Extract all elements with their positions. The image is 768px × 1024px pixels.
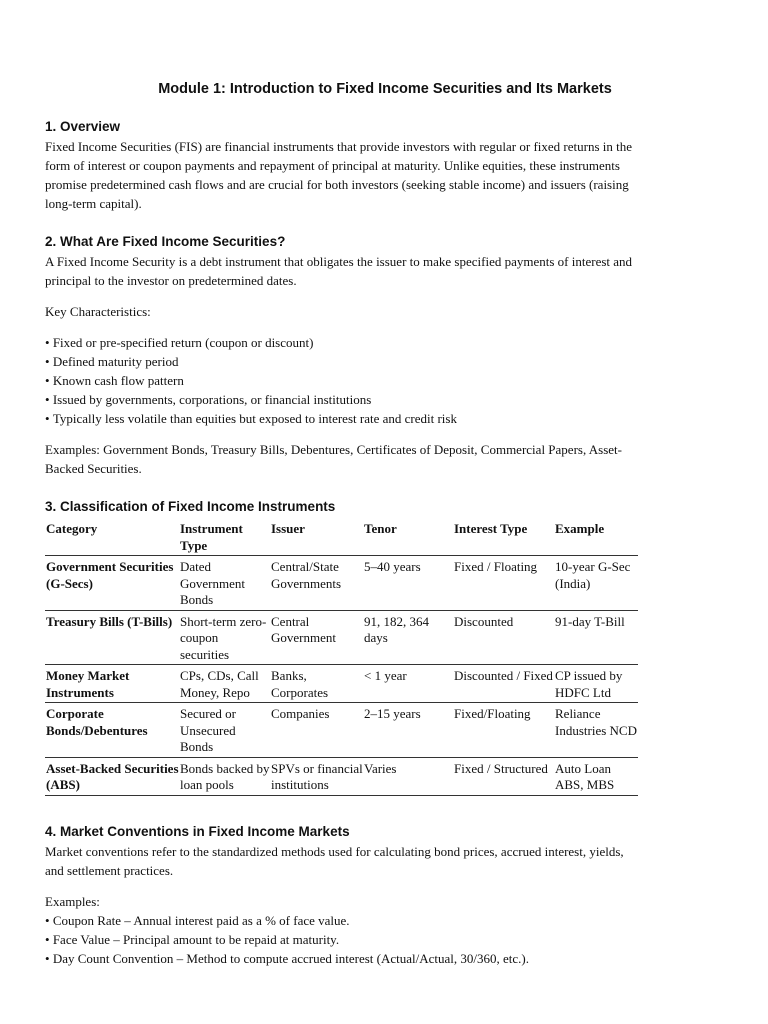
table-cell: Secured or Unsecured Bonds [179, 703, 270, 758]
table-row [45, 556, 638, 611]
list-item: • Known cash flow pattern [45, 371, 715, 390]
table-cell: CP issued by HDFC Ltd [554, 665, 638, 703]
text-line: Market conventions refer to the standardized methods used for calculating bond prices, accrued interest, yields, [45, 844, 624, 859]
section-what-are-fis [45, 232, 715, 478]
list-item: • Issued by governments, corporations, or financial institutions [45, 390, 715, 409]
table-cell: Varies [363, 757, 453, 795]
table-cell: Fixed/Floating [453, 703, 554, 758]
table-cell: Bonds backed by loan pools [179, 757, 270, 795]
table-row [45, 703, 638, 758]
text-line: Backed Securities. [45, 461, 142, 476]
table-cell: Banks, Corporates [270, 665, 363, 703]
text-line: form of interest or coupon payments and repayment of principal at maturity. Unlike equities, these instruments [45, 158, 620, 173]
section-heading: 3. Classification of Fixed Income Instruments [45, 499, 336, 514]
table-cell: Discounted / Fixed [453, 665, 554, 703]
list-item: • Defined maturity period [45, 352, 715, 371]
conventions-paragraph [45, 842, 715, 880]
text-line: long-term capital). [45, 196, 142, 211]
text-line: principal to the investor on predetermined dates. [45, 273, 297, 288]
table-cell: Short-term zero-coupon securities [179, 610, 270, 665]
column-header: Issuer [270, 519, 363, 556]
text-line: and settlement practices. [45, 863, 174, 878]
table-cell: Money Market Instruments [45, 665, 179, 703]
list-item: • Day Count Convention – Method to compute accrued interest (Actual/Actual, 30/360, etc.). [45, 949, 715, 968]
section-market-conventions [45, 822, 715, 968]
list-item: • Typically less volatile than equities but exposed to interest rate and credit risk [45, 409, 715, 428]
table-cell: Discounted [453, 610, 554, 665]
table-cell: Corporate Bonds/Debentures [45, 703, 179, 758]
examples-paragraph [45, 440, 715, 478]
conventions-list [45, 911, 715, 968]
table-cell: Central/State Governments [270, 556, 363, 611]
table-cell: 5–40 years [363, 556, 453, 611]
list-item: • Fixed or pre-specified return (coupon or discount) [45, 333, 715, 352]
overview-paragraph [45, 137, 715, 213]
column-header: Instrument Type [179, 519, 270, 556]
table-cell: SPVs or financial institutions [270, 757, 363, 795]
table-cell: 91-day T-Bill [554, 610, 638, 665]
table-cell: CPs, CDs, Call Money, Repo [179, 665, 270, 703]
list-item: • Coupon Rate – Annual interest paid as a % of face value. [45, 911, 715, 930]
table-cell: Fixed / Structured [453, 757, 554, 795]
table-cell: Companies [270, 703, 363, 758]
section-heading: 2. What Are Fixed Income Securities? [45, 234, 286, 249]
key-characteristics-list [45, 333, 715, 428]
list-item: • Face Value – Principal amount to be repaid at maturity. [45, 930, 715, 949]
table-cell: Asset-Backed Securities (ABS) [45, 757, 179, 795]
table-row [45, 757, 638, 795]
section-heading: 4. Market Conventions in Fixed Income Markets [45, 824, 350, 839]
table-cell: Fixed / Floating [453, 556, 554, 611]
table-cell: 91, 182, 364 days [363, 610, 453, 665]
table-header-row [45, 519, 638, 556]
table-cell: Auto Loan ABS, MBS [554, 757, 638, 795]
column-header: Tenor [363, 519, 453, 556]
key-characteristics-label: Key Characteristics: [45, 304, 151, 319]
examples-label: Examples: [45, 894, 100, 909]
table-cell: 2–15 years [363, 703, 453, 758]
section-overview [45, 117, 715, 213]
table-cell: 10-year G-Sec (India) [554, 556, 638, 611]
page-title: Module 1: Introduction to Fixed Income Securities and Its Markets [158, 81, 612, 97]
text-line: Examples: Government Bonds, Treasury Bills, Debentures, Certificates of Deposit, Commercial Papers, Asset- [45, 442, 622, 457]
column-header: Category [45, 519, 179, 556]
classification-table [45, 519, 638, 796]
table-row [45, 610, 638, 665]
table-cell: Treasury Bills (T-Bills) [45, 610, 179, 665]
table-cell: Central Government [270, 610, 363, 665]
text-line: promise predetermined cash flows and are crucial for both investors (seeking stable income) and issuers (raising [45, 177, 629, 192]
column-header: Example [554, 519, 638, 556]
text-line: Fixed Income Securities (FIS) are financial instruments that provide investors with regular or fixed returns in the [45, 139, 633, 154]
table-row [45, 665, 638, 703]
table-cell: Dated Government Bonds [179, 556, 270, 611]
table-cell: Reliance Industries NCD [554, 703, 638, 758]
column-header: Interest Type [453, 519, 554, 556]
text-line: A Fixed Income Security is a debt instrument that obligates the issuer to make specified payments of interest and [45, 254, 633, 269]
table-cell: Government Securities (G-Secs) [45, 556, 179, 611]
section-heading: 1. Overview [45, 119, 121, 134]
definition-paragraph [45, 252, 715, 290]
table-cell: < 1 year [363, 665, 453, 703]
